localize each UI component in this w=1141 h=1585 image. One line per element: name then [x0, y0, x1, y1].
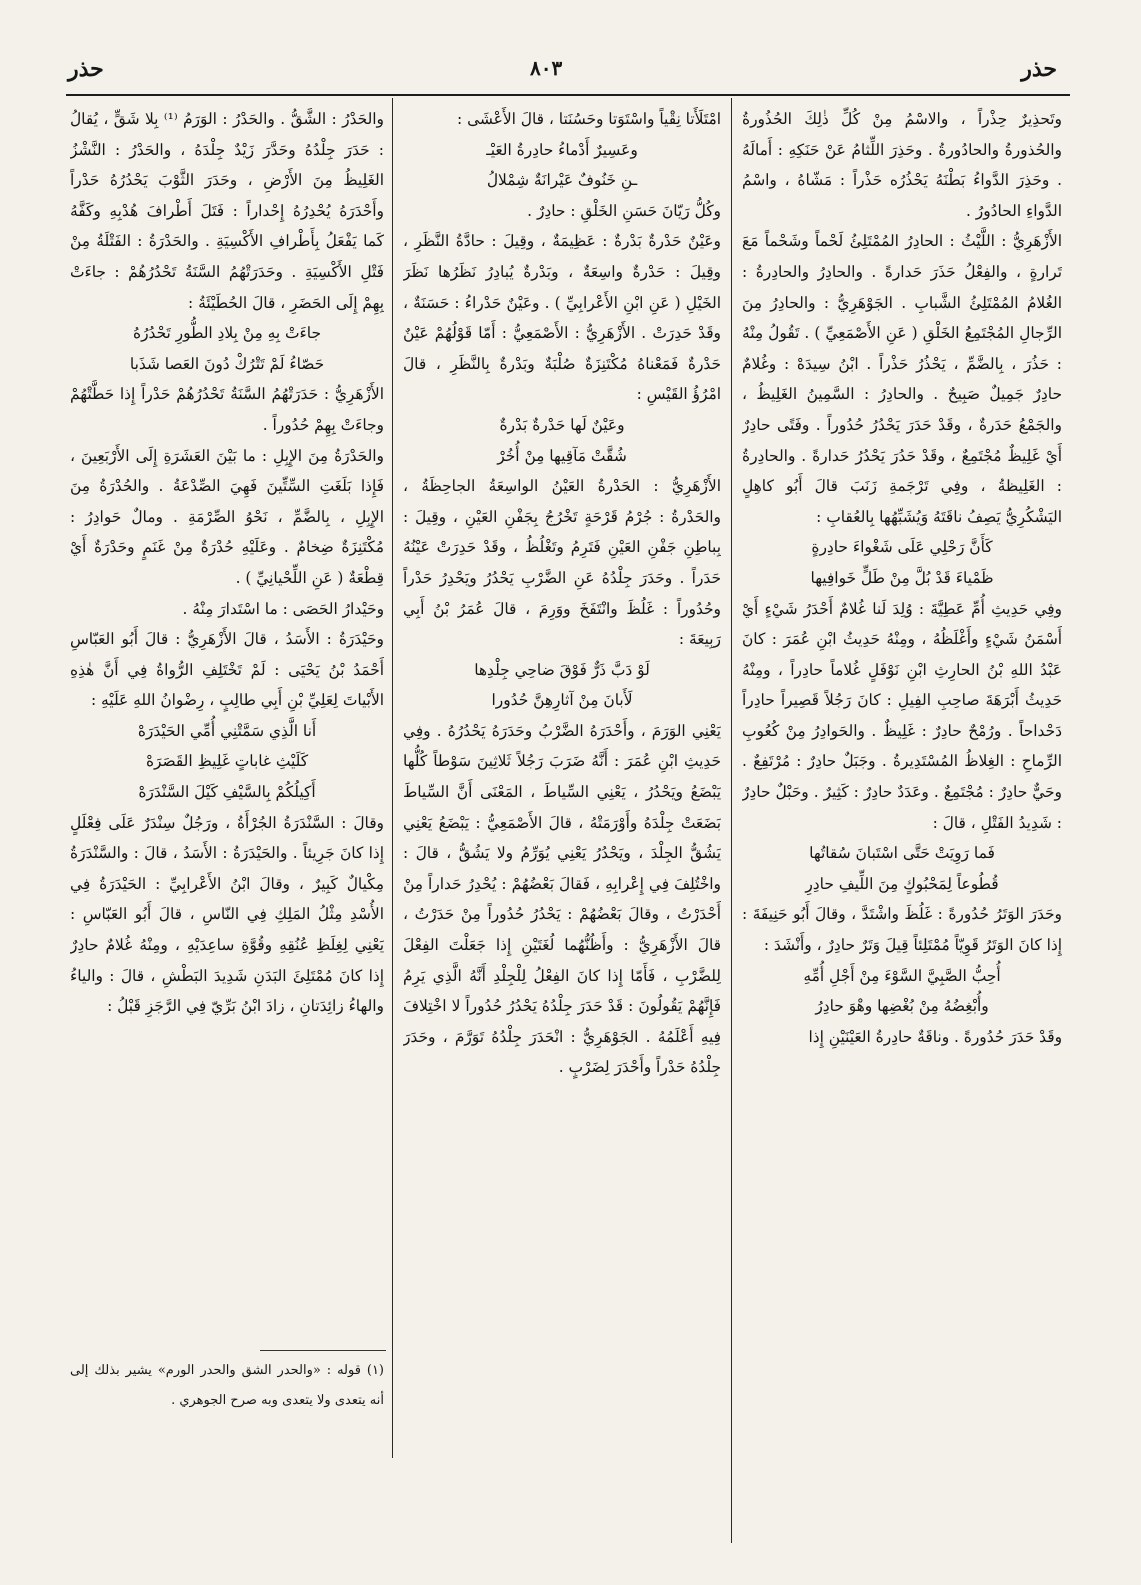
- verse-line: لَوْ دَبَّ ذَرٌّ فَوْقَ ضاحِي جِلْدِها: [474, 660, 650, 679]
- footnote: [70, 1356, 384, 1416]
- paragraph: وحَيْدارُ الحَصَى : ما اسْتَدارَ مِنْهُ .: [182, 599, 384, 618]
- paragraph: وفِي حَدِيثِ أُمِّ عَطِيَّةَ : وُلِدَ لَنا غُلامٌ أَحْدَرُ شَيْءٍ أَيْ أَسْمَنُ شَيْءٍ وأَغْلَظُهُ ، ومِنْهُ حَدِيثُ ابْنِ عُمَرَ : كانَ عَبْدُ اللهِ بْنُ الحارِثِ ابْنِ نَوْفَلٍ غُلاماً حادِراً ، ومِنْهُ حَدِيثُ أَبْرَهَةَ صاحِبِ الفِيلِ : كانَ رَجُلاً قَصِيراً حادِراً دَحْداحاً . ورُمْحٌ حادِرٌ : غَلِيظٌ . والحَوادِرُ مِنْ كُعُوبِ الرِّماحِ : الغِلاظُ المُسْتَدِيرةُ . وجَبَلٌ حادِرٌ : مُرْتَفِعٌ . وحَيٌّ حادِرٌ : مُجْتَمِعٌ . وعَدَدٌ حادِرٌ : كَثِيرٌ . وحَبْلٌ حادِرٌ : شَدِيدُ الفَتْلِ ، قالَ :: [742, 599, 1062, 832]
- paragraph: وتَحذِيرٌ حِذْراً ، والاسْمُ مِنْ كُلِّ ذٰلِكَ الحُذُورةُ والحُذورةُ والحادُورةُ . وحَذِرَ اللِّثامُ عَنْ حَنَكِهِ : أَمالَهُ . وحَذِرَ الدَّواءُ بَطْنَهُ يَحْذُرُه حَذْراً : مَشّاهُ ، واسْمُ الدَّواءِ الحادُورُ .: [742, 110, 1062, 220]
- running-headword-right: حذر: [1021, 56, 1057, 82]
- verse-line: وأُبْغِضُهُ مِنْ بُغْضِها وهْوَ حادِرُ: [815, 997, 989, 1016]
- verse-line: حَصّاءُ لَمْ تَتْرُكْ دُونَ العَصا شَذَبا: [129, 354, 325, 373]
- verse-line: أُحِبُّ الصَّبِيَّ السَّوْءَ مِنْ أَجْلِ أُمِّهِ: [803, 966, 1001, 985]
- page-number: ٨٠٣: [530, 56, 563, 80]
- paragraph: وقالَ : السَّنْدَرَةُ الجُرْأَةُ ، ورَجُلٌ سِنْدَرٌ عَلَى فِعْلَلٍ إِذا كانَ جَرِيئاً . والحَيْدَرَةُ : الأَسَدُ ، قالَ : والسَّنْدَرَةُ مِكْيالٌ كَبِيرٌ ، وقالَ ابْنُ الأَعْرابِيِّ : الحَيْدَرَةُ فِي الأُسْدِ مِثْلُ المَلِكِ فِي النّاسِ ، قالَ أَبُو العَبّاسِ : يَعْنِي لِغِلَظِ عُنُقِهِ وقُوَّةِ ساعِدَيْهِ ، ومِنْهُ غُلامٌ حادِرٌ إِذا كانَ مُمْتَلِئَ البَدَنِ شَدِيدَ البَطْشِ ، قالَ : والياءُ والهاءُ زائِدَتانِ ، زادَ ابْنُ بَرِّيّ فِي الرَّجَزِ قَبْلُ :: [70, 813, 384, 1016]
- paragraph: وحَدَرَ الوَتَرُ حُدُورةً : غَلُظَ واشْتَدَّ ، وقالَ أَبُو حَنِيفَةَ : إِذا كانَ الوَتَرُ قَوِيّاً مُمْتَلِئاً قِيلَ وَتَرٌ حادِرٌ ، وأَنْشَدَ :: [742, 905, 1062, 955]
- column-left: [70, 104, 384, 1344]
- paragraph: والحَدْرَةُ مِنَ الإِبِلِ : ما بَيْنَ العَشَرَةِ إِلَى الأَرْبَعِينَ ، فَإِذا بَلَغَتِ السِّتِّينَ فَهِيَ الصِّدْعَةُ . والحُدْرَةُ مِنَ الإِبِلِ ، بِالضَّمِّ ، نَحْوُ الصِّرْمَةِ . ومالٌ حَوادِرُ : مُكْتَنِزَةٌ ضِخامٌ . وعَلَيْهِ حُدْرَةٌ مِنْ غَنَمٍ وحَدْرَةٌ أَيْ قِطْعَةٌ ( عَنِ اللِّحْيانِيِّ ) .: [70, 446, 384, 587]
- paragraph: وحَيْدَرَةُ : الأَسَدُ ، قالَ الأَزْهَرِيُّ : قالَ أَبُو العَبّاسِ أَحْمَدُ بْنُ يَحْيَى : لَمْ تَخْتَلِفِ الرُّواةُ فِي أَنَّ هٰذِهِ الأَبْياتَ لِعَلِيِّ بْنِ أَبِي طالِبٍ ، رِضْوانُ اللهِ عَلَيْهِ :: [70, 630, 384, 710]
- column-divider-right: [731, 98, 732, 1543]
- paragraph: وعَيْنٌ حَدْرةٌ بَدْرةٌ : عَظِيمَةٌ ، وقِيلَ : حادَّةُ النَّظَرِ ، وقِيلَ : حَدْرةٌ واسِعَةٌ ، وبَدْرةٌ يُبادِرُ نَظَرُها نَظَرَ الخَيْلِ ( عَنِ ابْنِ الأَعْرابِيِّ ) . وعَيْنٌ حَدْراءُ : حَسَنَةٌ ، وقَدْ حَدِرَتْ . الأَزْهَرِيُّ : الأَصْمَعِيُّ : أَمّا قَوْلُهُمْ عَيْنٌ حَدْرةٌ فَمَعْناهُ مُكْتَنِزَةٌ صُلْبَةٌ وبَدْرةٌ بِالنَّظَرِ ، قالَ امْرُؤُ القَيْسِ :: [403, 232, 721, 404]
- verse-line: ظَمْياءَ قَدْ بُلَّ مِنْ طَلٍّ خَوافِيها: [810, 568, 994, 587]
- verse-line: لَأَبانَ مِنْ آثارِهِنَّ حُدُورا: [491, 691, 633, 710]
- paragraph: الأَزْهَرِيُّ : اللَّيْثُ : الحادِرُ المُمْتَلِئُ لَحْماً وشَحْماً مَعَ تَرارةٍ ، والفِعْلُ حَذَرَ حَدارةً . والحادِرُ والحادِرةُ : الغُلامُ المُمْتَلِئُ الشَّبابِ . الجَوْهَرِيُّ : والحادِرُ مِنَ الرِّجالِ المُجْتَمِعُ الخَلْقِ ( عَنِ الأَصْمَعِيِّ ) . تَقُولُ مِنْهُ : حَذُرَ ، بِالضَّمِّ ، يَحْذُرُ حَذْراً . ابْنُ سِيدَهْ : وغُلامٌ حادِرٌ جَمِيلٌ صَبِيحٌ . والحادِرُ : السَّمِينُ الغَلِيظُ ، والجَمْعُ حَدَرةٌ ، وقَدْ حَدَرَ يَحْدُرُ حُدُوراً . وفَتًى حادِرٌ أَيْ غَلِيظٌ مُجْتَمِعٌ ، وقَدْ حَدُرَ يَحْدُرُ حَدارةً . والحادِرةُ : الغَلِيظةُ ، وفِي تَرْجَمةِ زَنَبَ قالَ أَبُو كاهِلٍ اليَشْكُرِيُّ يَصِفُ ناقَتَهُ وَيُشَبِّهُها بِالعُقابِ :: [742, 232, 1062, 526]
- verse-line: وعَسِيرٌ أَدْماءُ حادِرةُ العَيْـ: [486, 140, 638, 159]
- paragraph: وكُلُّ رَيّانَ حَسَنِ الخَلْقِ : حادِرٌ .: [527, 201, 721, 220]
- verse-line: ـنِ خَنُوفٌ عَيْرانَةٌ شِمْلالُ: [486, 171, 638, 190]
- verse-line: وعَيْنٌ لَها حَدْرةٌ بَدْرةٌ: [499, 415, 625, 434]
- verse-line: جاءَتْ بِهِ مِنْ بِلادِ الطُّورِ تَحْدُرُهُ: [133, 324, 321, 343]
- verse-line: أَكِيلُكُمْ بِالسَّيْفِ كَيْلَ السَّنْدَرَهْ: [138, 783, 316, 802]
- column-divider-left: [392, 98, 393, 1458]
- verse-line: قُطُوعاً لِمَحْبُوكٍ مِنَ اللِّيفِ حادِرِ: [805, 874, 999, 893]
- running-headword-left: حذر: [68, 56, 104, 82]
- paragraph: امْتَلَأَتا نِقْياً واسْتَوَتا وحَسُنَتا ، قالَ الأَعْشَى :: [457, 110, 721, 128]
- verse-line: كَلَيْثِ غاباتٍ غَلِيظِ القَصَرَهْ: [145, 752, 309, 771]
- footnote-rule: [260, 1350, 386, 1351]
- verse-line: كَأَنَّ رَحْلِي عَلَى شَغْواءَ حادِرةٍ: [811, 538, 993, 557]
- verse-line: أَنا الَّذِي سَمَّتْنِي أُمِّي الحَيْدَرَهْ: [137, 721, 317, 740]
- paragraph: الأَزْهَرِيُّ : الحَدْرةُ العَيْنُ الواسِعَةُ الجاحِظَةُ ، والحَدْرةُ : جُرْمُ قَرْحَةٍ تَخْرُجُ بِجَفْنِ العَيْنِ ، وقِيلَ : بِباطِنِ جَفْنِ العَيْنِ فَتَرِمُ وتَغْلُظُ ، وقَدْ حَدِرَتْ عَيْنُهُ حَدَراً . وحَدَرَ جِلْدُهُ عَنِ الضَّرْبِ يَحْدُرُ ويَحْدِرُ حَدْراً وحُدُوراً : غَلُظَ وانْتَفَخَ ووَرِمَ ، قالَ عُمَرُ بْنُ أَبِي رَبِيعَةَ :: [403, 477, 721, 649]
- paragraph: الأَزْهَرِيُّ : حَدَرَتْهُمُ السَّنَةُ تَحْدُرُهُمْ حَدْراً إِذا حَطَّتْهُمْ وجاءَتْ بِهِمْ حُدُوراً .: [70, 385, 384, 434]
- paragraph: يَعْنِي الوَرَمَ ، وأَحْدَرَهُ الضَّرْبُ وحَدَرَهُ يَحْدُرُهُ . وفِي حَدِيثِ ابْنِ عُمَرَ : أَنَّهُ ضَرَبَ رَجُلاً ثَلاثِينَ سَوْطاً كُلُّها يَبْضَعُ ويَحْدُرُ ، يَعْنِي السِّياطَ ، المَعْنَى أَنَّ السِّياطَ بَضَعَتْ جِلْدَهُ وأَوْرَمَتْهُ ، قالَ الأَصْمَعِيُّ : يَبْضَعُ يَعْنِي يَشُقُّ الجِلْدَ ، ويَحْدُرُ يَعْنِي يُوَرِّمُ ولا يَشُقُّ ، قالَ : واخْتُلِفَ فِي إِعْرابِهِ ، فَقالَ بَعْضُهُمْ : يُحْدِرُ حَداراً مِنْ أَحْدَرْتُ ، وقالَ بَعْضُهُمْ : يَحْدُرُ حُدُوراً مِنْ حَدَرْتُ ، قالَ الأَزْهَرِيُّ : وأَظُنُّهُما لُغَتَيْنِ إِذا جَعَلْتَ الفِعْلَ لِلضَّرْبِ ، فَأَمّا إِذا كانَ الفِعْلُ لِلْجِلْدِ أَنَّهُ الَّذِي يَرِمُ فَإِنَّهُمْ يَقُولُونَ : قَدْ حَدَرَ جِلْدُهُ يَحْدُرُ حُدُوراً لا اخْتِلافَ فِيهِ أَعْلَمُهُ . الجَوْهَرِيُّ : انْحَدَرَ جِلْدُهُ تَوَرَّمَ ، وحَدَرَ جِلْدُهُ حَدْراً وأَحْدَرَ لِضَرْبٍ .: [403, 721, 721, 1077]
- verse-line: شُقَّتْ مَآقِيها مِنْ أُخُرْ: [497, 446, 627, 465]
- paragraph: وقَدْ حَدَرَ حُدُورةً . وناقَةٌ حادِرةُ العَيْنَيْنِ إِذا: [808, 1027, 1062, 1046]
- header-rule: [66, 94, 1070, 96]
- paragraph: والحَدْرُ : الشَّقُّ . والحَدْرُ : الوَرَمُ ⁽¹⁾ بِلا شَقٍّ ، يُقالُ : حَدَرَ جِلْدُهُ وحَدَّرَ زَيْدٌ جِلْدَهُ ، والحَدْرُ : النَّشْزُ الغَلِيظُ مِنَ الأَرْضِ ، وحَدَرَ الثَّوْبَ يَحْدُرُهُ حَدْراً وأَحْدَرَهُ يُحْدِرُهُ إِحْداراً : فَتَلَ أَطْرافَ هُدْبِهِ وكَفَّهُ كَما يَفْعَلُ بِأَطْرافِ الأَكْسِيَةِ . والحَدْرَةُ : الفَتْلَةُ مِنْ فَتْلِ الأَكْسِيَةِ . وحَدَرَتْهُمُ السَّنَةُ تَحْدُرُهُمْ : جاءَتْ بِهِمْ إِلَى الحَضَرِ ، قالَ الحُطَيْئَةُ :: [70, 110, 384, 312]
- footnote-text: (١) قوله : «والحدر الشق والحدر الورم» يشير بذلك إلى أنه يتعدى ولا يتعدى وبه صرح الجوهري .: [70, 1363, 384, 1408]
- column-middle: [403, 104, 721, 1544]
- verse-line: فَما رَوِيَتْ حَتَّى اسْتَبانَ سُقاتُها: [809, 844, 995, 863]
- column-right: [742, 104, 1062, 1544]
